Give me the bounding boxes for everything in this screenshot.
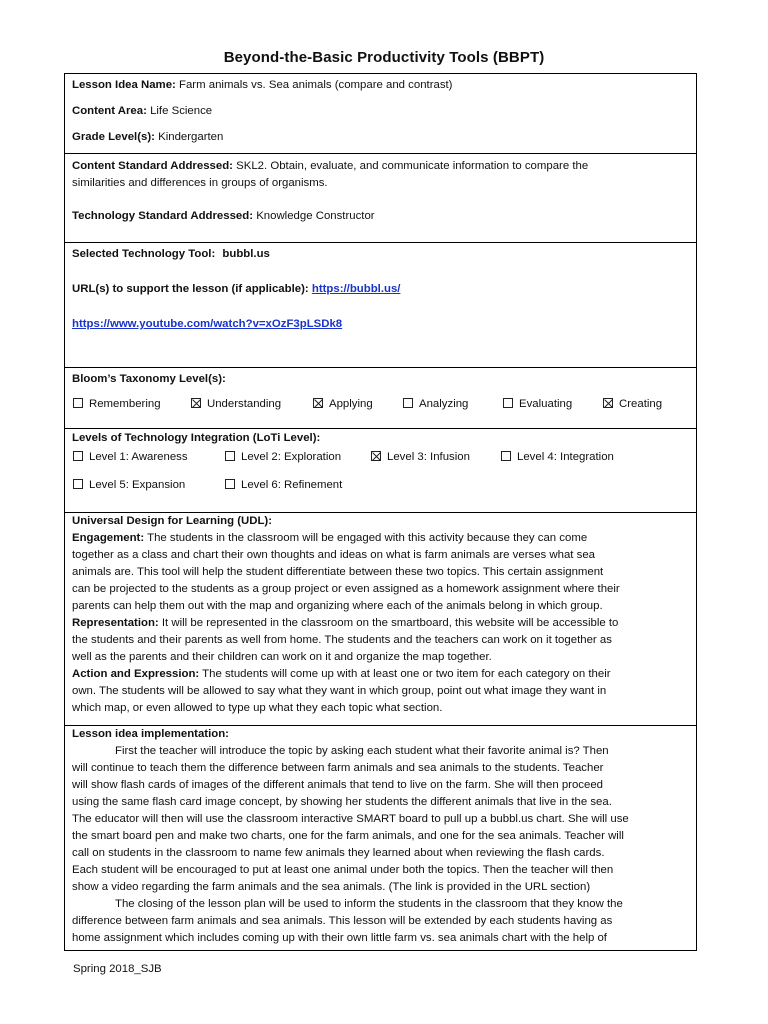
lesson-idea-label: Lesson Idea Name:	[72, 79, 176, 91]
checkbox-icon	[225, 479, 235, 489]
blooms-option-applying[interactable]: Applying	[313, 396, 373, 413]
checked-checkbox-icon	[313, 398, 323, 408]
blooms-option-understanding[interactable]: Understanding	[191, 396, 281, 413]
udl-heading: Universal Design for Learning (UDL):	[72, 515, 272, 527]
implementation-line-4: using the same flash card image concept, by showing her students the different animals that live in the sea.	[72, 796, 612, 808]
loti-section	[65, 429, 696, 513]
loti-option-level-5[interactable]: Level 5: Expansion	[73, 477, 185, 494]
action-line-1: Action and Expression: The students will come up with at least one or two item for each category on their	[72, 668, 611, 680]
grade-level-label: Grade Level(s):	[72, 131, 155, 143]
engagement-line-2: together as a class and chart their own thoughts and ideas on what is farm animals are verses what sea	[72, 549, 595, 561]
document-title: Beyond-the-Basic Productivity Tools (BBPT)	[223, 49, 545, 66]
blooms-section	[65, 368, 696, 429]
loti-option-level-3[interactable]: Level 3: Infusion	[371, 449, 470, 466]
implementation-line-12: home assignment which includes coming up with their own little farm vs. sea animals chart with the help of	[72, 932, 607, 944]
representation-line-2: the students and their parents as well from home. The students and the teachers can work on it together as	[72, 634, 612, 646]
loti-option-level-1[interactable]: Level 1: Awareness	[73, 449, 188, 466]
url-label: URL(s) to support the lesson (if applicable):	[72, 283, 309, 295]
checkbox-icon	[73, 398, 83, 408]
bubbl-link[interactable]: https://bubbl.us/	[311, 283, 401, 295]
checked-checkbox-icon	[371, 451, 381, 461]
tech-tool-row	[72, 246, 696, 281]
youtube-link[interactable]: https://www.youtube.com/watch?v=xOzF3pLSDk8	[72, 318, 343, 330]
implementation-line-5: The educator will then will use the classroom interactive SMART board to pull up a bubbl.us chart. She will use	[72, 813, 629, 825]
engagement-line-1: Engagement: The students in the classroom will be engaged with this activity because they can come	[72, 532, 588, 544]
url-row	[72, 281, 696, 316]
implementation-line-9: show a video regarding the farm animals and the sea animals. (The link is provided in the URL section)	[72, 881, 591, 893]
tech-standard-label: Technology Standard Addressed:	[72, 210, 254, 222]
engagement-line-4: can be projected to the students as a group project or even assigned as a homework assignment where their	[72, 583, 620, 595]
content-standard-value: SKL2. Obtain, evaluate, and communicate information to compare the	[236, 160, 589, 172]
tech-tool-value: bubbl.us	[222, 248, 270, 260]
blooms-option-analyzing[interactable]: Analyzing	[403, 396, 468, 413]
lesson-idea-row	[72, 77, 696, 103]
checked-checkbox-icon	[191, 398, 201, 408]
implementation-line-6: the smart board pen and make two charts, one for the farm animals, and one for the sea animals. Teacher will	[72, 830, 624, 842]
tech-tool-label: Selected Technology Tool:	[72, 248, 216, 260]
implementation-heading: Lesson idea implementation:	[72, 728, 229, 740]
standards-section	[65, 154, 696, 243]
content-area-row	[72, 103, 696, 129]
content-area-value: Life Science	[150, 105, 213, 117]
grade-level-value: Kindergarten	[158, 131, 224, 143]
implementation-line-7: call on students in the classroom to name few animals they learned about when reviewing the flash cards.	[72, 847, 605, 859]
technology-section	[65, 243, 696, 368]
representation-line-1: Representation: It will be represented in the classroom on the smartboard, this website will be accessible to	[72, 617, 619, 629]
blooms-option-evaluating[interactable]: Evaluating	[503, 396, 572, 413]
checkbox-icon	[503, 398, 513, 408]
content-area-label: Content Area:	[72, 105, 147, 117]
lesson-form-table	[64, 73, 697, 951]
loti-option-level-4[interactable]: Level 4: Integration	[501, 449, 614, 466]
content-standard-line2: similarities and differences in groups of organisms.	[72, 177, 328, 189]
implementation-line-8: Each student will be encouraged to put at least one animal under both the topics. Then the teacher will then	[72, 864, 614, 876]
checkbox-icon	[501, 451, 511, 461]
tech-standard-value: Knowledge Constructor	[256, 210, 375, 222]
engagement-line-5: parents can help them out with the map and organizing where each of the animals belong in which group.	[72, 600, 603, 612]
udl-section	[65, 513, 696, 726]
loti-label: Levels of Technology Integration (LoTi Level):	[72, 432, 321, 444]
content-standard-label: Content Standard Addressed:	[72, 160, 233, 172]
action-line-2: own. The students will be allowed to say what they want in which group, point out what image they want in	[72, 685, 607, 697]
lesson-idea-value: Farm animals vs. Sea animals (compare and contrast)	[179, 79, 453, 91]
blooms-option-creating[interactable]: Creating	[603, 396, 662, 413]
content-standard-row	[72, 158, 696, 175]
blooms-option-remembering[interactable]: Remembering	[73, 396, 161, 413]
implementation-section	[65, 726, 696, 950]
blooms-label: Bloom’s Taxonomy Level(s):	[72, 373, 226, 385]
engagement-line-3: animals are. This tool will help the student differentiate between these two topics. This certain assignment	[72, 566, 604, 578]
implementation-line-2: will continue to teach them the difference between farm animals and sea animals to the students. Teacher	[72, 762, 604, 774]
grade-level-row	[72, 129, 696, 146]
representation-line-3: well as the parents and their children can work on it and organize the map together.	[72, 651, 492, 663]
implementation-line-3: will show flash cards of images of the different animals that tend to live on the farm. She will then proceed	[72, 779, 603, 791]
checkbox-icon	[225, 451, 235, 461]
loti-option-level-2[interactable]: Level 2: Exploration	[225, 449, 341, 466]
youtube-row	[72, 316, 696, 333]
tech-standard-row	[72, 208, 696, 225]
lesson-info-section	[65, 74, 696, 154]
checkbox-icon	[73, 451, 83, 461]
implementation-line-10: The closing of the lesson plan will be used to inform the students in the classroom that they know the	[115, 898, 623, 910]
implementation-line-1: First the teacher will introduce the topic by asking each student what their favorite animal is? Then	[115, 745, 609, 757]
page-footer: Spring 2018_SJB	[73, 963, 162, 975]
action-line-3: which map, or even allowed to type up what they each topic what section.	[72, 702, 443, 714]
checkbox-icon	[403, 398, 413, 408]
implementation-line-11: difference between farm animals and sea animals. This lesson will be extended by each students having as	[72, 915, 613, 927]
loti-option-level-6[interactable]: Level 6: Refinement	[225, 477, 342, 494]
checkbox-icon	[73, 479, 83, 489]
checked-checkbox-icon	[603, 398, 613, 408]
